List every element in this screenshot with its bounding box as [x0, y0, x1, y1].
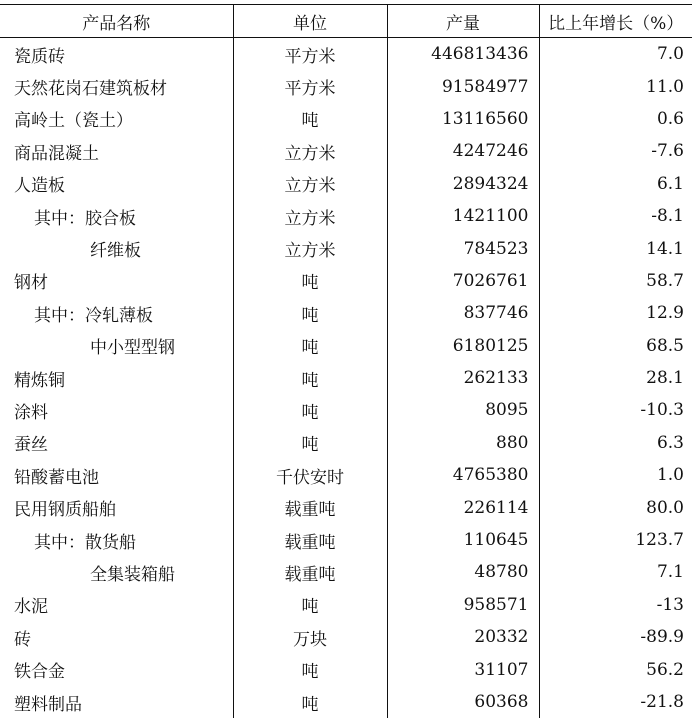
unit-cell: 立方米 [233, 168, 387, 200]
product-name-cell: 商品混凝土 [14, 143, 99, 164]
growth-cell: -7.6 [539, 135, 692, 167]
product-name-cell: 蚕丝 [14, 435, 48, 456]
table-row [0, 168, 692, 200]
growth-cell: 6.3 [539, 427, 692, 459]
output-cell: 958571 [387, 589, 539, 621]
product-name-cell: 中小型型钢 [90, 338, 175, 359]
unit-cell: 载重吨 [233, 524, 387, 556]
table-row [0, 362, 692, 394]
unit-cell: 吨 [233, 330, 387, 362]
unit-cell: 吨 [233, 103, 387, 135]
growth-cell: -89.9 [539, 621, 692, 653]
output-cell: 880 [387, 427, 539, 459]
unit-cell: 立方米 [233, 135, 387, 167]
table-row [0, 459, 692, 491]
table-row [0, 491, 692, 523]
unit-cell: 万块 [233, 621, 387, 653]
growth-cell: -21.8 [539, 686, 692, 718]
table-row [0, 524, 692, 556]
unit-cell: 吨 [233, 394, 387, 426]
output-cell: 60368 [387, 686, 539, 718]
growth-cell: 123.7 [539, 524, 692, 556]
growth-cell: 80.0 [539, 491, 692, 523]
output-cell: 4247246 [387, 135, 539, 167]
table-row [0, 38, 692, 71]
growth-cell: 68.5 [539, 330, 692, 362]
table-row [0, 103, 692, 135]
product-name-cell: 其中：冷轧薄板 [34, 305, 153, 326]
unit-cell: 吨 [233, 653, 387, 685]
table-body [0, 38, 692, 719]
table-row [0, 589, 692, 621]
header-growth: 比上年增长（%） [539, 5, 692, 38]
growth-cell: 0.6 [539, 103, 692, 135]
table-row [0, 232, 692, 264]
table-row [0, 70, 692, 102]
output-cell: 48780 [387, 556, 539, 588]
table-row [0, 394, 692, 426]
product-name-cell: 铅酸蓄电池 [14, 467, 99, 488]
product-name-cell: 瓷质砖 [14, 46, 65, 67]
output-cell: 8095 [387, 394, 539, 426]
unit-cell: 载重吨 [233, 491, 387, 523]
output-cell: 6180125 [387, 330, 539, 362]
output-cell: 110645 [387, 524, 539, 556]
growth-cell: 12.9 [539, 297, 692, 329]
table-row [0, 427, 692, 459]
header-output: 产量 [387, 5, 539, 38]
growth-cell: 6.1 [539, 168, 692, 200]
product-output-table [0, 4, 692, 718]
table-row [0, 686, 692, 718]
product-name-cell: 人造板 [14, 176, 65, 197]
growth-cell: 28.1 [539, 362, 692, 394]
product-name-cell: 塑料制品 [14, 694, 82, 715]
product-name-cell: 涂料 [14, 402, 48, 423]
unit-cell: 吨 [233, 362, 387, 394]
output-cell: 4765380 [387, 459, 539, 491]
output-cell: 2894324 [387, 168, 539, 200]
unit-cell: 吨 [233, 589, 387, 621]
output-cell: 784523 [387, 232, 539, 264]
table-row [0, 135, 692, 167]
product-name-cell: 天然花岗石建筑板材 [14, 79, 167, 100]
unit-cell: 吨 [233, 427, 387, 459]
table-row [0, 653, 692, 685]
table-header [0, 5, 692, 38]
table-row [0, 200, 692, 232]
table-row [0, 556, 692, 588]
table-row [0, 621, 692, 653]
output-cell: 446813436 [387, 38, 539, 71]
growth-cell: 14.1 [539, 232, 692, 264]
growth-cell: 7.1 [539, 556, 692, 588]
growth-cell: -10.3 [539, 394, 692, 426]
unit-cell: 千伏安时 [233, 459, 387, 491]
growth-cell: 58.7 [539, 265, 692, 297]
product-name-cell: 钢材 [14, 273, 48, 294]
output-cell: 91584977 [387, 70, 539, 102]
growth-cell: 56.2 [539, 653, 692, 685]
table-row [0, 265, 692, 297]
unit-cell: 吨 [233, 686, 387, 718]
product-name-cell: 铁合金 [14, 662, 65, 683]
output-cell: 837746 [387, 297, 539, 329]
unit-cell: 平方米 [233, 38, 387, 71]
growth-cell: 11.0 [539, 70, 692, 102]
table-row [0, 330, 692, 362]
unit-cell: 立方米 [233, 232, 387, 264]
product-name-cell: 高岭土（瓷土） [14, 111, 133, 132]
header-row [0, 5, 692, 38]
product-name-cell: 水泥 [14, 597, 48, 618]
header-product-name: 产品名称 [0, 5, 233, 38]
growth-cell: -13 [539, 589, 692, 621]
product-name-cell: 全集装箱船 [90, 564, 175, 585]
product-name-cell: 民用钢质船舶 [14, 500, 116, 521]
unit-cell: 载重吨 [233, 556, 387, 588]
product-name-cell: 精炼铜 [14, 370, 65, 391]
unit-cell: 吨 [233, 297, 387, 329]
product-name-cell: 其中：胶合板 [34, 208, 136, 229]
product-name-cell: 砖 [14, 629, 31, 650]
output-cell: 7026761 [387, 265, 539, 297]
output-cell: 13116560 [387, 103, 539, 135]
table-row [0, 297, 692, 329]
output-cell: 31107 [387, 653, 539, 685]
output-cell: 1421100 [387, 200, 539, 232]
growth-cell: 1.0 [539, 459, 692, 491]
growth-cell: 7.0 [539, 38, 692, 71]
unit-cell: 平方米 [233, 70, 387, 102]
product-name-cell: 其中：散货船 [34, 532, 136, 553]
header-unit: 单位 [233, 5, 387, 38]
unit-cell: 立方米 [233, 200, 387, 232]
product-name-cell: 纤维板 [90, 241, 141, 262]
output-cell: 262133 [387, 362, 539, 394]
unit-cell: 吨 [233, 265, 387, 297]
growth-cell: -8.1 [539, 200, 692, 232]
output-cell: 226114 [387, 491, 539, 523]
output-cell: 20332 [387, 621, 539, 653]
